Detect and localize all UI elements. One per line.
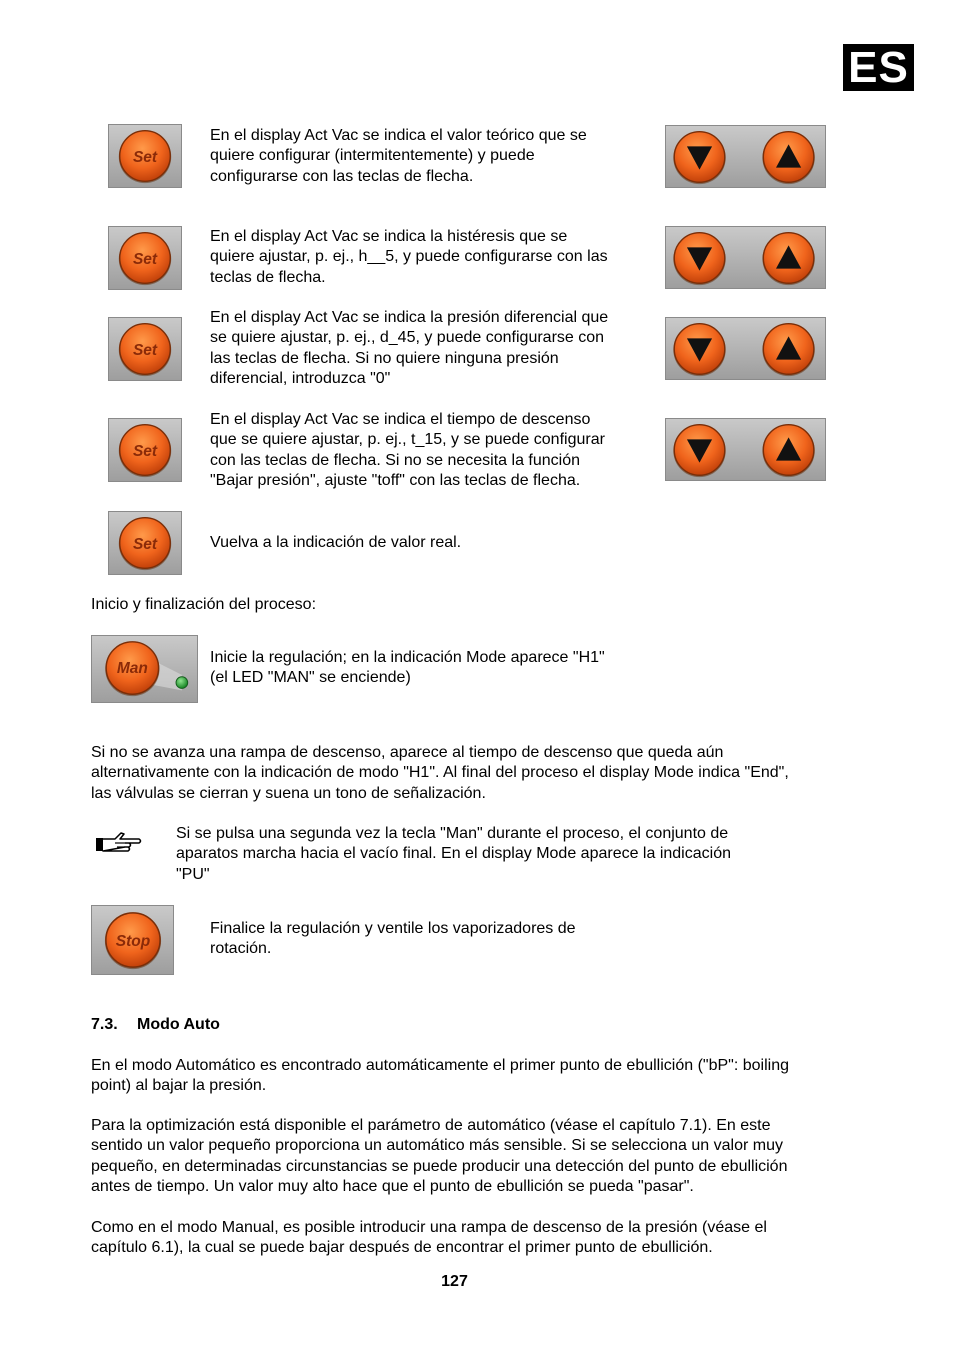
section-paragraph: En el modo Automático es encontrado automáticamente el primer punto de ebullición ("bP": boiling point) al bajar la presión. <box>91 1057 789 1095</box>
set-key-label: Set <box>132 341 158 359</box>
set-key[interactable] <box>108 226 182 290</box>
stop-key-label: Stop <box>115 932 151 950</box>
arrow-keys-panel <box>665 226 826 289</box>
set-key-icon <box>109 125 181 187</box>
set-key[interactable] <box>108 124 182 188</box>
arrow-down-icon[interactable] <box>673 233 725 285</box>
led-indicator-icon <box>176 677 188 689</box>
set-key-icon <box>109 419 181 481</box>
pointing-hand-icon <box>95 829 143 855</box>
process-intro: Inicio y finalización del proceso: <box>91 596 317 613</box>
set-key-label: Set <box>132 148 158 166</box>
set-key-label: Set <box>132 442 158 460</box>
section-number: 7.3. <box>91 1016 118 1033</box>
arrow-keys-panel <box>665 418 826 481</box>
process-paragraph: Si no se avanza una rampa de descenso, aparece al tiempo de descenso que queda aún alternativamente con la indicación de modo "H1". Al final del proceso el display Mode indica "End", las válvulas se cierran y suena un tono de señalización. <box>91 744 789 802</box>
arrow-down-icon[interactable] <box>673 425 725 477</box>
arrow-up-icon[interactable] <box>762 233 814 285</box>
arrow-up-icon[interactable] <box>762 425 814 477</box>
note-text: Si se pulsa una segunda vez la tecla "Man" durante el proceso, el conjunto de aparatos marcha hacia el vacío final. En el display Mode aparece la indicación "PU" <box>176 825 731 883</box>
arrow-keys-panel <box>665 125 826 188</box>
stop-text: Finalice la regulación y ventile los vaporizadores de rotación. <box>210 920 576 958</box>
section-paragraph: Como en el modo Manual, es posible introducir una rampa de descenso de la presión (véase el capítulo 6.1), la cual se puede bajar después de encontrar el primer punto de ebullición. <box>91 1219 767 1257</box>
arrow-keys-panel <box>665 317 826 380</box>
set-key-icon <box>109 512 181 574</box>
section-title: Modo Auto <box>137 1016 220 1033</box>
step-text: En el display Act Vac se indica el valor teórico que se quiere configurar (intermitentemente) y puede configurarse con las teclas de flecha. <box>210 127 587 185</box>
set-key-icon <box>109 227 181 289</box>
set-key[interactable] <box>108 418 182 482</box>
set-key[interactable] <box>108 317 182 381</box>
man-key-label: Man <box>116 659 148 677</box>
arrow-down-icon[interactable] <box>673 132 725 184</box>
set-key-label: Set <box>132 535 158 553</box>
arrow-up-icon[interactable] <box>762 324 814 376</box>
man-key-icon <box>92 636 197 702</box>
set-key-label: Set <box>132 250 158 268</box>
step-text: En el display Act Vac se indica la histéresis que se quiere ajustar, p. ej., h__5, y puede configurarse con las teclas de flecha. <box>210 228 608 286</box>
arrow-down-icon[interactable] <box>673 324 725 376</box>
arrow-up-icon[interactable] <box>762 132 814 184</box>
stop-key[interactable] <box>91 905 174 975</box>
stop-key-icon <box>92 906 173 974</box>
step-text: Vuelva a la indicación de valor real. <box>210 534 462 551</box>
step-text: En el display Act Vac se indica la presión diferencial que se quiere ajustar, p. ej., d_45, y puede configurarse con las teclas de flecha. Si no quiere ninguna presión diferencial, introduzca "0" <box>210 309 609 387</box>
page-number: 127 <box>441 1273 468 1290</box>
set-key[interactable] <box>108 511 182 575</box>
language-badge: ES <box>843 44 914 91</box>
step-text: En el display Act Vac se indica el tiempo de descenso que se quiere ajustar, p. ej., t_15, y se puede configurar con las teclas de flecha. Si no se necesita la función "Bajar presión", ajuste "toff" con las teclas de flecha. <box>210 411 605 489</box>
man-key[interactable] <box>91 635 198 703</box>
section-paragraph: Para la optimización está disponible el parámetro de automático (véase el capítulo 7.1). En este sentido un valor pequeño proporciona un automático más sensible. Si se selecciona un valor muy pequeño, en determinadas circunstancias se puede producir una detección del punto de ebullición antes de tiempo. Un valor muy alto hace que el punto de ebullición se pueda "pasar". <box>91 1117 788 1195</box>
set-key-icon <box>109 318 181 380</box>
man-text: Inicie la regulación; en la indicación Mode aparece "H1" (el LED "MAN" se enciende) <box>210 649 605 687</box>
